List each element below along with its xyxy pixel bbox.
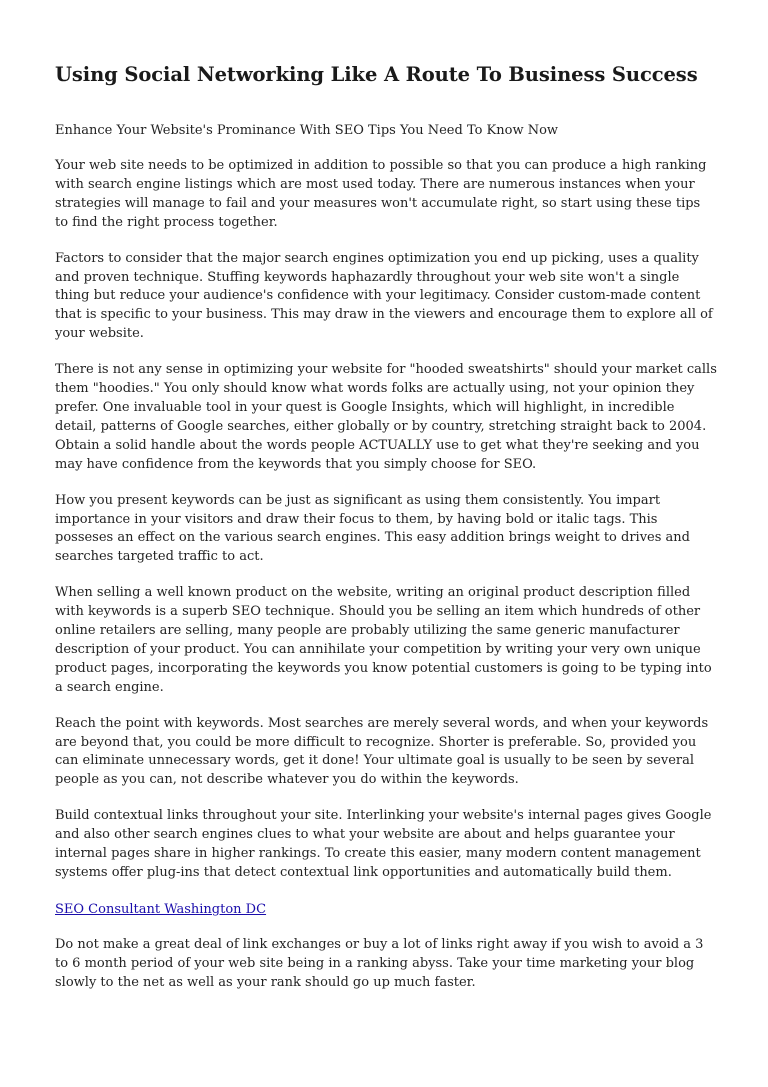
- paragraph-6: Reach the point with keywords. Most searches are merely several words, and when your keywords are beyond that, you could be more difficult to recognize. Shorter is preferable. So, provided you can eliminate unnecessary words, get it done! Your ultimate goal is usually to be seen by several people as you can, not describe whatever you do within the keywords.: [55, 715, 709, 788]
- paragraph-final: Do not make a great deal of link exchanges or buy a lot of links right away if you wish to avoid a 3 to 6 month period of your web site being in a ranking abyss. Take your time marketing your blog slowly to the net as well as your rank should go up much faster.: [55, 936, 704, 990]
- paragraph-1: Your web site needs to be optimized in addition to possible so that you can produce a high ranking with search engine listings which are most used today. There are numerous instances when your strategies will manage to fail and your measures won't accumulate right, so start using these tips to find the right process together.: [55, 158, 707, 230]
- paragraph-5: When selling a well known product on the website, writing an original product description filled with keywords is a superb SEO technique. Should you be selling an item which hundreds of other online retailers are selling, many people are probably utilizing the same generic manufacturer description of your product. You can annihilate your competition by writing your very own unique product pages, incorporating the keywords you know potential customers is going to be typing into a search engine.: [55, 585, 712, 695]
- link-line: [55, 900, 717, 919]
- subtitle: Enhance Your Website's Prominance With SEO Tips You Need To Know Now: [55, 123, 559, 138]
- document-page: [55, 0, 717, 993]
- page-title: Using Social Networking Like A Route To Business Success: [55, 63, 698, 86]
- seo-consultant-link[interactable]: SEO Consultant Washington DC: [55, 901, 267, 917]
- paragraph-3: There is not any sense in optimizing your website for "hooded sweatshirts" should your market calls them "hoodies." You only should know what words folks are actually using, not your opinion they prefer. One invaluable tool in your quest is Google Insights, which will highlight, in incredible detail, patterns of Google searches, either globally or by country, stretching straight back to 2004. Obtain a solid handle about the words people ACTUALLY use to get what they're seeking and you may have confidence from the keywords that you simply choose for SEO.: [55, 362, 717, 472]
- paragraph-4: How you present keywords can be just as significant as using them consistently. You impart importance in your visitors and draw their focus to them, by having bold or italic tags. This posseses an effect on the various search engines. This easy addition brings weight to drives and searches targeted traffic to act.: [55, 492, 691, 565]
- paragraph-7: Build contextual links throughout your site. Interlinking your website's internal pages gives Google and also other search engines clues to what your website are about and helps guarantee your internal pages share in higher rankings. To create this easier, many modern content management systems offer plug-ins that detect contextual link opportunities and automatically build them.: [55, 808, 712, 880]
- paragraph-2: Factors to consider that the major search engines optimization you end up picking, uses a quality and proven technique. Stuffing keywords haphazardly throughout your web site won't a single thing but reduce your audience's confidence with your legitimacy. Consider custom-made content that is specific to your business. This may draw in the viewers and encourage them to explore all of your website.: [55, 250, 713, 342]
